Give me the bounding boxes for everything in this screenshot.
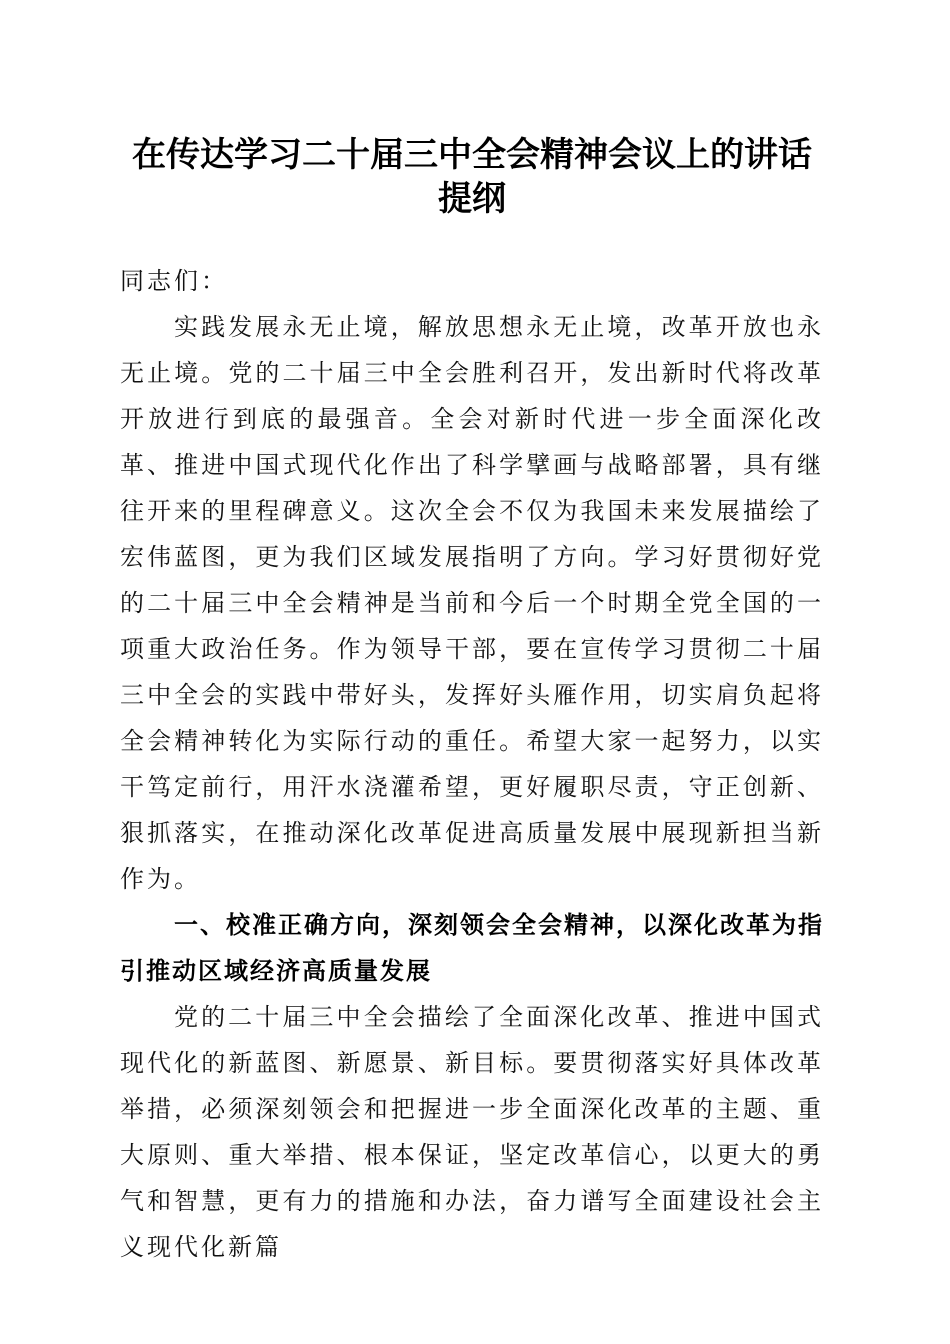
title-line-1: 在传达学习二十届三中全会精神会议上的讲话 [132, 135, 812, 175]
document-page [120, 133, 824, 1270]
document-title [107, 133, 837, 221]
title-line-2: 提纲 [438, 179, 506, 219]
salutation: 同志们： [120, 267, 228, 295]
section-1-paragraph: 党的二十届三中全会描绘了全面深化改革、推进中国式现代化的新蓝图、新愿景、新目标。要贯彻落实好具体改革举措，必须深刻领会和把握进一步全面深化改革的主题、重大原则、重大举措、根本保证，坚定改革信心，以更大的勇气和智慧，更有力的措施和办法，奋力谱写全面建设社会主义现代化新篇 [120, 1003, 824, 1261]
intro-paragraph: 实践发展永无止境，解放思想永无止境，改革开放也永无止境。党的二十届三中全会胜利召开，发出新时代将改革开放进行到底的最强音。全会对新时代进一步全面深化改革、推进中国式现代化作出了科学擘画与战略部署，具有继往开来的里程碑意义。这次全会不仅为我国未来发展描绘了宏伟蓝图，更为我们区域发展指明了方向。学习好贯彻好党的二十届三中全会精神是当前和今后一个时期全党全国的一项重大政治任务。作为领导干部，要在宣传学习贯彻二十届三中全会的实践中带好头，发挥好头雁作用，切实肩负起将全会精神转化为实际行动的重任。希望大家一起努力，以实干笃定前行，用汗水浇灌希望，更好履职尽责，守正创新、狠抓落实，在推动深化改革促进高质量发展中展现新担当新作为。 [120, 313, 824, 893]
section-heading-1: 一、校准正确方向，深刻领会全会精神，以深化改革为指引推动区域经济高质量发展 [120, 911, 824, 985]
